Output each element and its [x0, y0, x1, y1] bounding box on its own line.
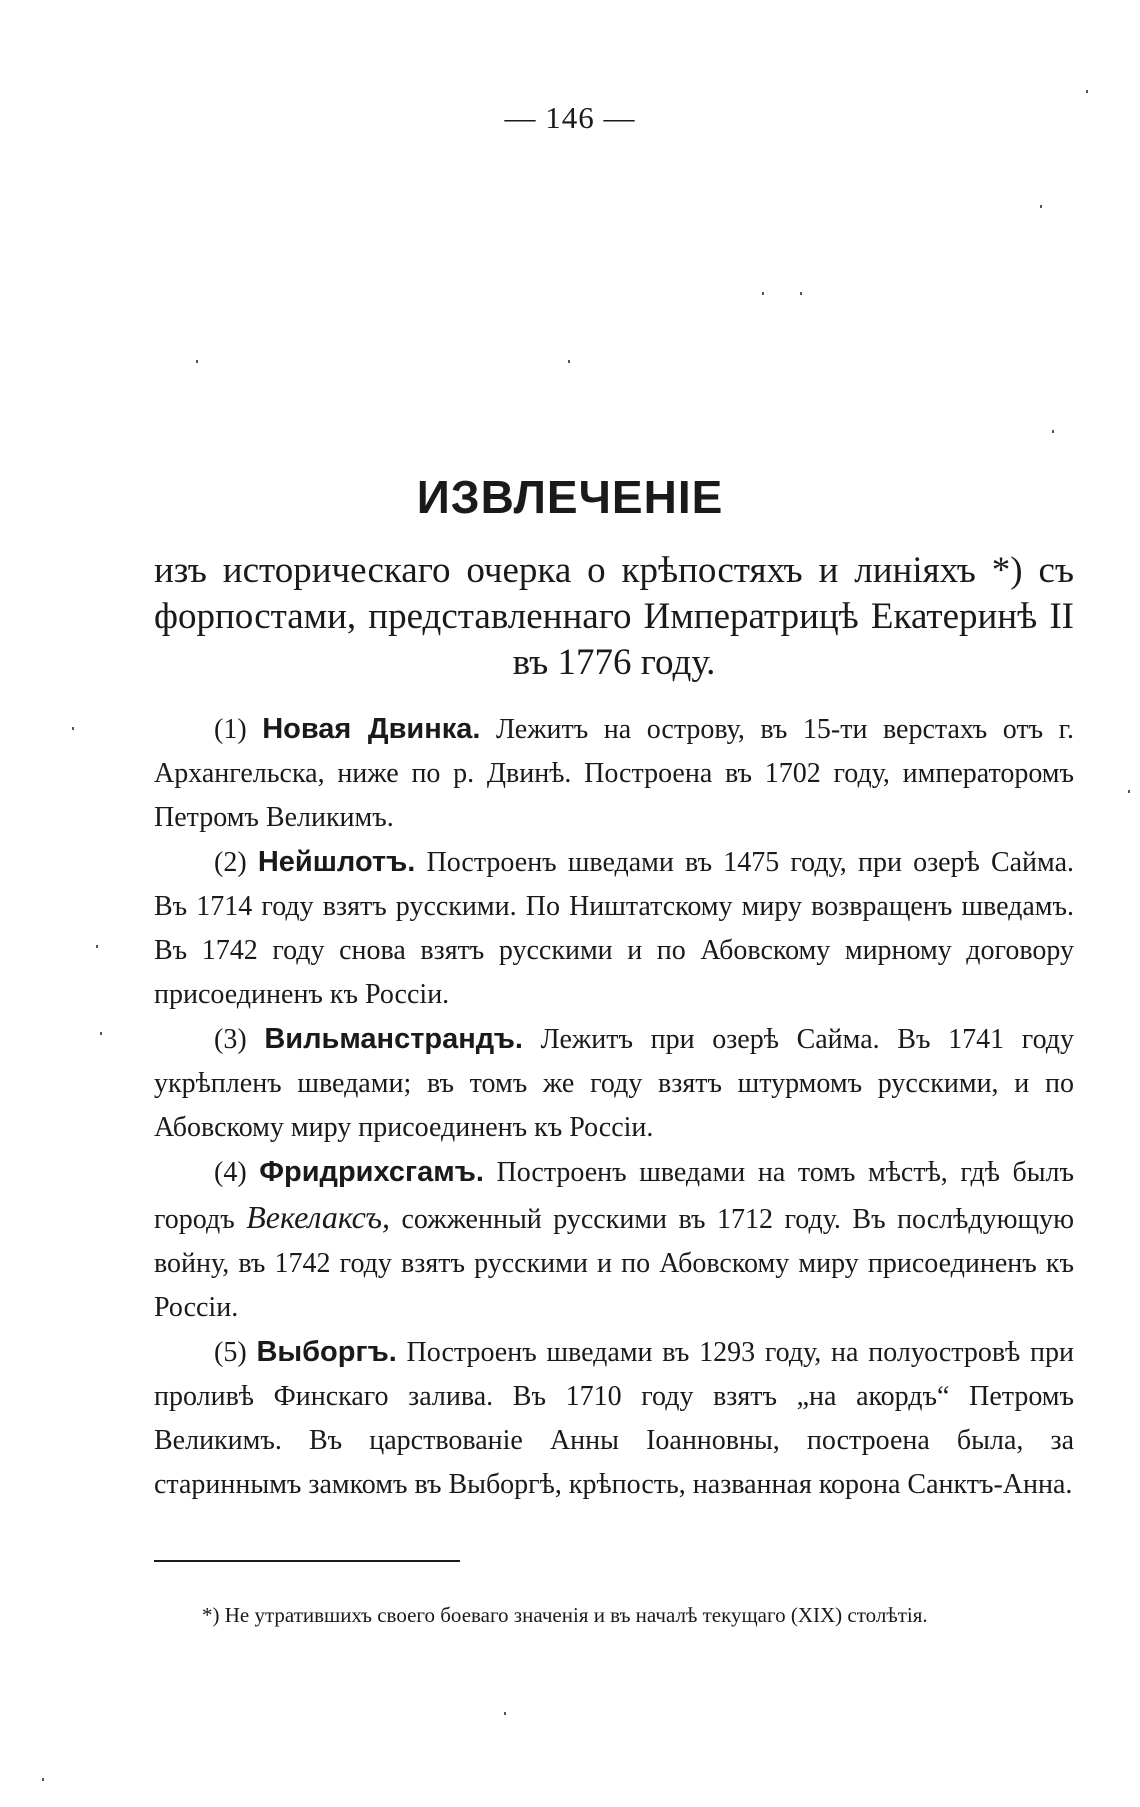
- entry-name: Выборгъ.: [256, 1336, 397, 1368]
- entry-name: Вильманстрандъ.: [264, 1023, 523, 1055]
- entry-text: Построенъ шведами на томъ мѣстѣ, гдѣ былъ городъ: [154, 1157, 1074, 1235]
- entry-number: (4): [214, 1157, 247, 1188]
- entry-italic-place: Векелаксъ,: [246, 1199, 391, 1235]
- scan-speck: [1052, 430, 1054, 433]
- scan-speck: [568, 360, 570, 363]
- entry-fridrikhsgam: [154, 1150, 1074, 1330]
- scan-speck: [100, 1032, 102, 1035]
- entry-vilmanstrand: [154, 1017, 1074, 1150]
- entry-text: Лежитъ на острову, въ 15-ти верстахъ отъ г. Архангельска, ниже по р. Двинѣ. Построена въ 1702 году, императоромъ Петромъ Великимъ.: [154, 714, 1074, 833]
- entry-text: Построенъ шведами въ 1475 году, при озерѣ Сайма. Въ 1714 году взятъ русскими. По Ништатскому миру возвращенъ шведамъ. Въ 1742 году снова взятъ русскими и по Абовскому мирному договору присоединенъ къ Россiи.: [154, 847, 1075, 1010]
- entry-text: сожженный русскими въ 1712 году. Въ послѣдующую войну, въ 1742 году взятъ русскими и по Абовскому миру присоединенъ къ Россiи.: [154, 1204, 1074, 1323]
- scan-speck: [72, 727, 74, 730]
- scan-speck: [1086, 90, 1088, 93]
- scan-speck: [1040, 205, 1042, 208]
- entry-number: (2): [214, 847, 247, 878]
- scan-speck: [196, 360, 198, 363]
- footnote-divider: [154, 1560, 460, 1562]
- entry-number: (1): [214, 714, 247, 745]
- entry-name: Нейшлотъ.: [257, 846, 416, 878]
- entry-text: Лежитъ при озерѣ Сайма. Въ 1741 году укрѣпленъ шведами; въ томъ же году взятъ штурмомъ русскими, и по Абовскому миру присоединенъ къ Россiи.: [154, 1024, 1075, 1143]
- scan-speck: [96, 945, 98, 948]
- scan-speck: [762, 292, 764, 295]
- document-body: [154, 707, 1074, 1507]
- entry-name: Новая Двинка.: [262, 713, 481, 745]
- scan-speck: [1128, 790, 1130, 793]
- document-title: ИЗВЛЕЧЕНIE: [416, 471, 724, 523]
- scan-speck: [42, 1778, 44, 1781]
- entry-number: (3): [214, 1024, 247, 1055]
- entry-vyborg: [154, 1330, 1074, 1507]
- page-number: — 146 —: [504, 100, 636, 135]
- footnote: *) Не утратившихъ своего боеваго значенiя и въ началѣ текущаго (XIX) столѣтiя.: [202, 1603, 928, 1627]
- document-subtitle: изъ историческаго очерка о крѣпостяхъ и линiяхъ *) съ форпостами, представленнаго Императрицѣ Екатеринѣ II въ 1776 году.: [154, 550, 1074, 683]
- scan-speck: [504, 1712, 506, 1715]
- scan-speck: [800, 292, 802, 295]
- entry-number: (5): [214, 1337, 247, 1368]
- entry-novaya-dvinka: [154, 707, 1074, 840]
- entry-neishlot: [154, 840, 1074, 1017]
- entry-name: Фридрихсгамъ.: [259, 1156, 484, 1188]
- entry-text: Построенъ шведами въ 1293 году, на полуостровѣ при проливѣ Финскаго залива. Въ 1710 году взятъ „на акордъ“ Петромъ Великимъ. Въ царствованiе Анны Iоанновны, построена была, за стариннымъ замкомъ въ Выборгѣ, крѣпость, названная корона Санктъ-Анна.: [154, 1337, 1074, 1500]
